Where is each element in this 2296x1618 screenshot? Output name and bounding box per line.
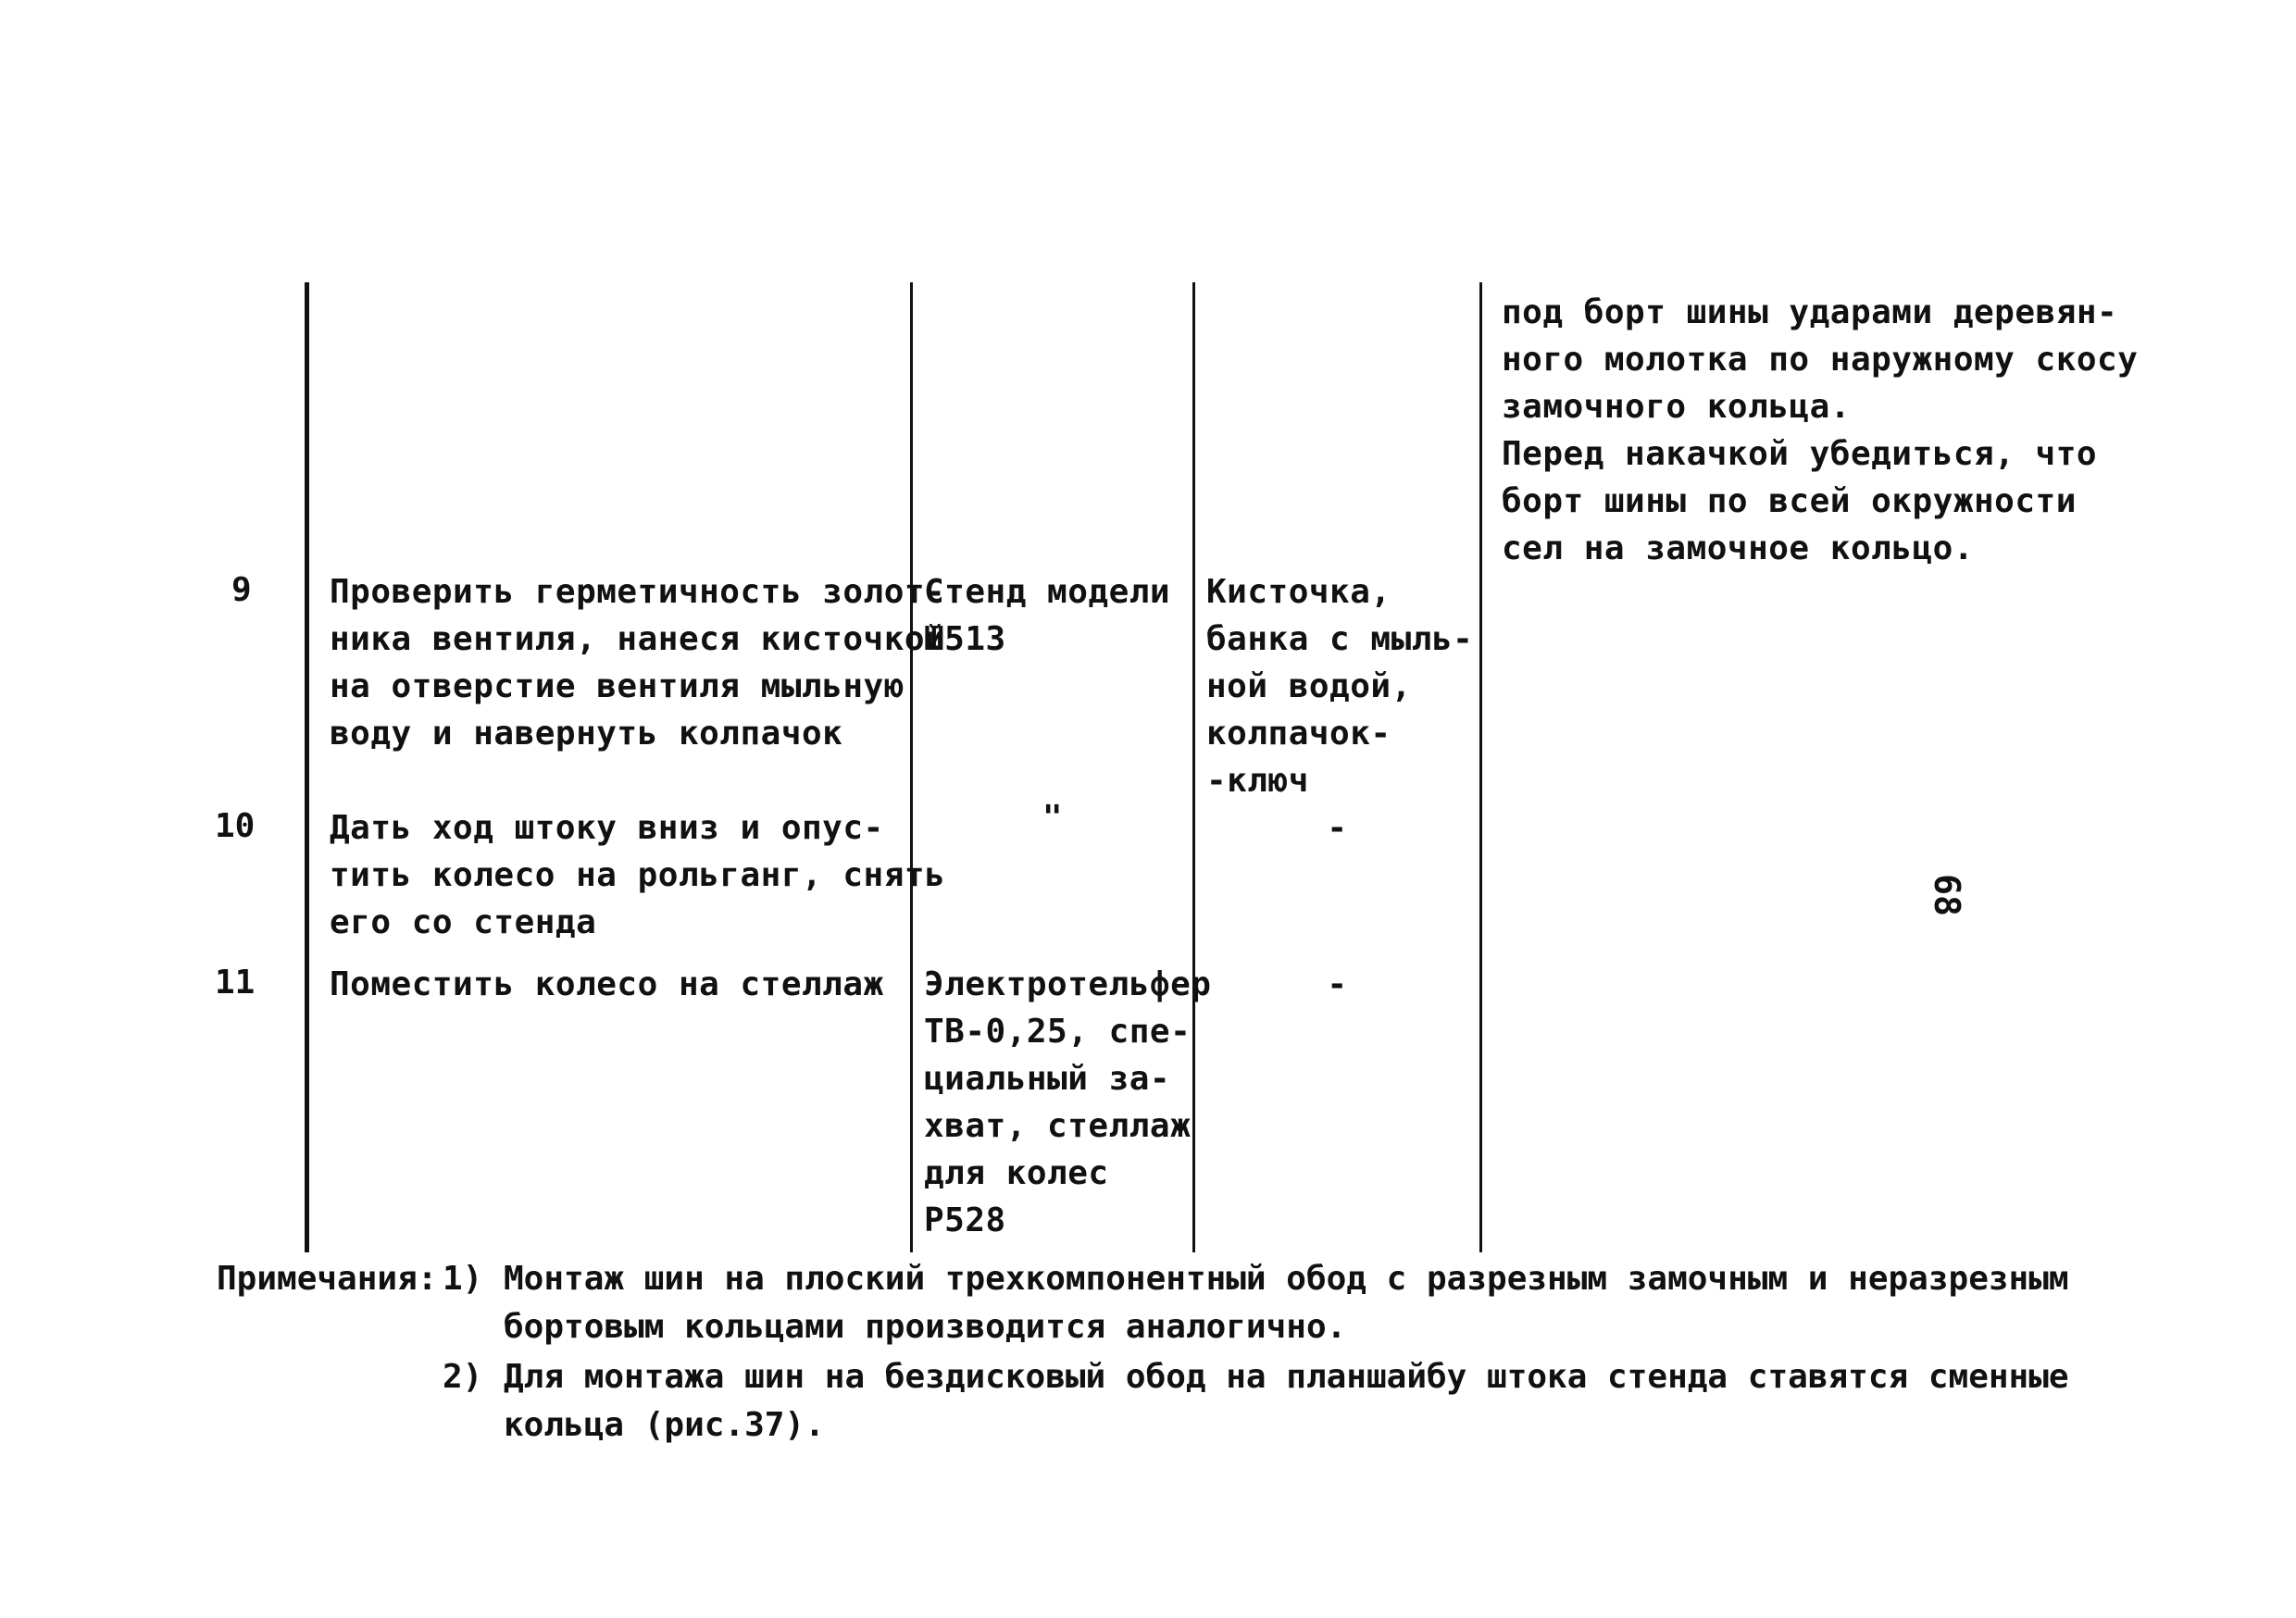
table-rule-3 [1192,282,1195,1252]
note-line: Для монтажа шин на бездисковый обод на планшайбу штока стенда ставятся сменные [504,1358,2069,1396]
table-rule-4 [1479,282,1482,1252]
tools-dash: - [1327,965,1348,1003]
operation-line: Проверить герметичность золот- [330,573,946,611]
page-number: 68 [1926,874,1967,916]
equipment-line: Ш513 [924,620,1006,658]
operation-line: Поместить колесо на стеллаж [330,965,884,1003]
table-rule-1 [305,282,309,1252]
row-number: 11 [215,964,256,1002]
operation-line: ника вентиля, нанеся кисточкой [330,620,946,658]
operation-line: его со стенда [330,903,597,941]
notes-label: Примечания: [217,1260,438,1298]
note-line: бортовым кольцами производится аналогично. [504,1308,1347,1346]
note-marker: 2) [443,1358,483,1396]
note-text-line: борт шины по всей окружности [1502,482,2077,520]
note-text-line: под борт шины ударами деревян- [1502,293,2118,331]
note-text-line: сел на замочное кольцо. [1502,529,1974,567]
equipment-line: Стенд модели [924,573,1171,611]
tools-line: колпачок- [1206,715,1391,753]
note-text-line: замочного кольца. [1502,388,1851,426]
table-rule-2 [910,282,913,1252]
note-text-line: Перед накачкой убедиться, что [1502,435,2098,473]
equipment-line: Электротельфер [924,965,1212,1003]
tools-dash: - [1327,809,1348,847]
note-line: Монтаж шин на плоский трехкомпонентный обод с разрезным замочным и неразрезным [504,1260,2069,1298]
note-line: кольца (рис.37). [504,1406,825,1444]
row-number: 9 [231,571,252,609]
equipment-line: хват, стеллаж [924,1107,1192,1145]
tools-line: Кисточка, [1206,573,1391,611]
note-marker: 1) [443,1260,483,1298]
tools-line: банка с мыль- [1206,620,1474,658]
equipment-line: ТВ-0,25, спе- [924,1013,1192,1051]
note-text-line: ного молотка по наружному скосу [1502,341,2139,379]
operation-line: Дать ход штоку вниз и опус- [330,809,884,847]
equipment-line: Р528 [924,1201,1006,1239]
operation-line: тить колесо на рольганг, снять [330,856,946,894]
equipment-line: циальный за- [924,1060,1171,1098]
tools-line: ной водой, [1206,667,1412,705]
equipment-line: для колес [924,1154,1109,1192]
row-number: 10 [215,807,256,845]
equipment-ditto-mark: " [1042,799,1064,837]
operation-line: на отверстие вентиля мыльную [330,667,905,705]
operation-line: воду и навернуть колпачок [330,715,843,753]
tools-line: -ключ [1206,762,1309,800]
